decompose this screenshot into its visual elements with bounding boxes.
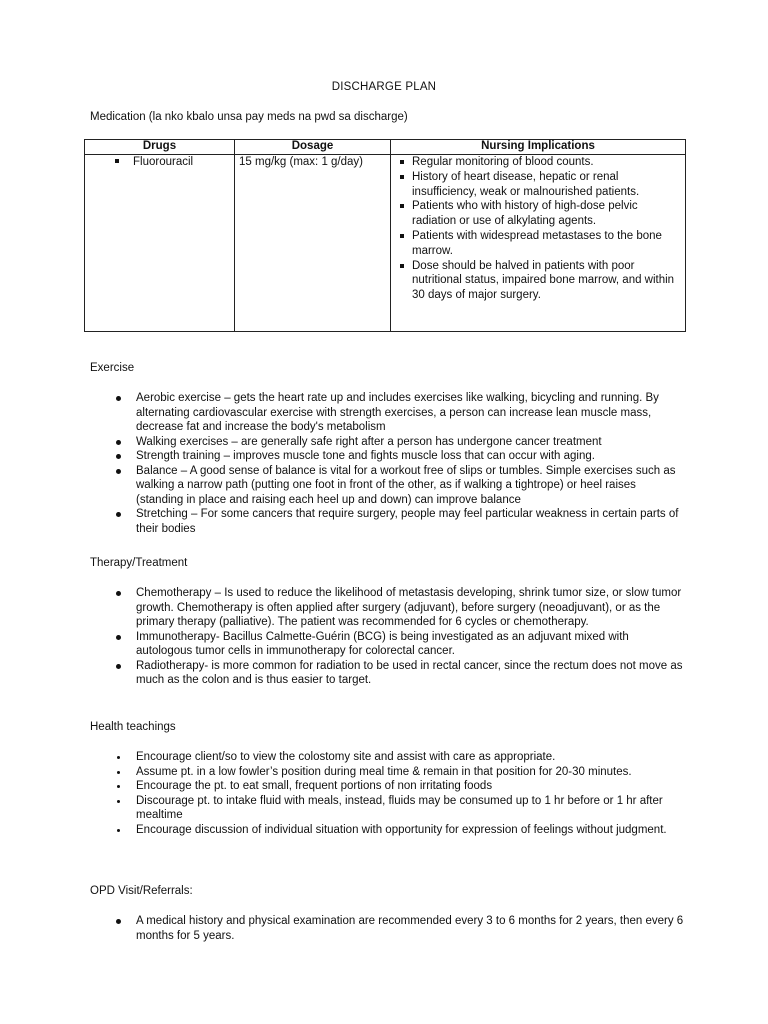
implication-text: Regular monitoring of blood counts.: [412, 156, 594, 168]
medication-table: [84, 139, 686, 332]
list-item: [0, 823, 686, 838]
square-bullet-icon: [115, 159, 119, 163]
square-bullet-icon: [400, 204, 404, 208]
health-teachings-heading: Health teachings: [90, 721, 176, 733]
list-item: [395, 259, 681, 303]
bullet-icon: [116, 396, 121, 401]
header-dosage: Dosage: [235, 140, 391, 155]
drug-cell: [85, 155, 235, 332]
opd-heading: OPD Visit/Referrals:: [90, 885, 193, 897]
implications-cell: [391, 155, 686, 332]
bullet-icon: [116, 454, 121, 459]
square-bullet-icon: [400, 160, 404, 164]
therapy-text: Immunotherapy- Bacillus Calmette-Guérin (BCG) is being investigated as an adjuvant mixed with autologous tumor cells in immunotherapy for colorectal cancer.: [136, 630, 629, 657]
list-item: [0, 449, 686, 464]
list-item: [0, 586, 686, 630]
exercise-text: Stretching – For some cancers that require surgery, people may feel particular weakness in certain parts of their bodies: [136, 508, 679, 535]
list-item: [0, 765, 686, 780]
header-nursing-implications: Nursing Implications: [391, 140, 686, 155]
list-item: [0, 391, 686, 435]
list-item: [395, 155, 681, 170]
bullet-icon: [117, 771, 120, 774]
health-teachings-list: [0, 750, 768, 837]
list-item: [0, 435, 686, 450]
opd-list: [0, 914, 768, 943]
exercise-text: Strength training – improves muscle tone and fights muscle loss that can occur with aging.: [136, 450, 595, 462]
bullet-icon: [116, 440, 121, 445]
drug-name: Fluorouracil: [133, 156, 194, 168]
square-bullet-icon: [400, 234, 404, 238]
bullet-icon: [117, 785, 120, 788]
teaching-text: Assume pt. in a low fowler’s position during meal time & remain in that position for 20-30 minutes.: [136, 765, 632, 778]
bullet-icon: [116, 664, 121, 669]
list-item: [0, 914, 686, 943]
list-item: [0, 507, 686, 536]
square-bullet-icon: [400, 264, 404, 268]
bullet-icon: [117, 800, 120, 803]
opd-text: A medical history and physical examination are recommended every 3 to 6 months for 2 years, then every 6 months for 5 years.: [136, 915, 684, 942]
page-title: DISCHARGE PLAN: [331, 81, 437, 93]
exercise-list: [0, 391, 768, 536]
list-item: [0, 659, 686, 688]
list-item: [395, 199, 681, 229]
implication-text: History of heart disease, hepatic or renal insufficiency, weak or malnourished patients.: [412, 170, 640, 198]
teaching-text: Encourage client/so to view the colostomy site and assist with care as appropriate.: [136, 751, 556, 763]
list-item: [0, 630, 686, 659]
medication-heading: Medication (la nko kbalo unsa pay meds na pwd sa discharge): [90, 111, 408, 123]
list-item: [0, 779, 686, 794]
exercise-text: Balance – A good sense of balance is vital for a workout free of slips or tumbles. Simple exercises such as walking a narrow path (putting one foot in front of the other, as if walking a tightrope) or heel raises (standing in place and raising each heel up and down) can improve balance: [136, 464, 676, 506]
exercise-heading: Exercise: [90, 362, 135, 374]
bullet-icon: [116, 591, 121, 596]
therapy-text: Radiotherapy- is more common for radiation to be used in rectal cancer, since the rectum does not move as much as the colon and is thus easier to target.: [136, 659, 683, 686]
teaching-text: Discourage pt. to intake fluid with meals, instead, fluids may be consumed up to 1 hr before or 1 hr after mealtime: [136, 794, 663, 821]
bullet-icon: [116, 469, 121, 474]
header-drugs: Drugs: [85, 140, 235, 155]
square-bullet-icon: [400, 175, 404, 179]
table-row: [85, 155, 686, 332]
list-item: [0, 794, 686, 823]
bullet-icon: [117, 756, 120, 759]
implication-text: Patients who with history of high-dose pelvic radiation or use of alkylating agents.: [412, 200, 638, 228]
table-header-row: [85, 140, 686, 155]
implication-text: Dose should be halved in patients with poor nutritional status, impaired bone marrow, and within 30 days of major surgery.: [412, 259, 675, 302]
therapy-heading: Therapy/Treatment: [90, 557, 188, 569]
dosage-cell: 15 mg/kg (max: 1 g/day): [235, 155, 391, 332]
teaching-text: Encourage discussion of individual situation with opportunity for expression of feelings without judgment.: [136, 823, 667, 836]
bullet-icon: [117, 829, 120, 832]
therapy-list: [0, 586, 768, 688]
therapy-text: Chemotherapy – Is used to reduce the likelihood of metastasis developing, shrink tumor size, or slow tumor growth. Chemotherapy is often applied after surgery (adjuvant), before surgery (neoadjuvant), or as the primary therapy (palliative). The patient was recommended for 6 cycles or chemotherapy.: [136, 587, 682, 628]
exercise-text: Aerobic exercise – gets the heart rate up and includes exercises like walking, bicycling and running. By alternating cardiovascular exercise with strength exercises, a person can increase lean muscle mass, decrease fat and increase the body's metabolism: [136, 392, 659, 433]
exercise-text: Walking exercises – are generally safe right after a person has undergone cancer treatment: [136, 435, 602, 448]
list-item: [395, 229, 681, 259]
list-item: [0, 464, 686, 508]
bullet-icon: [116, 512, 121, 517]
implications-list: [395, 155, 681, 303]
bullet-icon: [116, 635, 121, 640]
implication-text: Patients with widespread metastases to the bone marrow.: [412, 229, 662, 257]
list-item: [395, 170, 681, 200]
bullet-icon: [116, 919, 121, 924]
list-item: [0, 750, 686, 765]
teaching-text: Encourage the pt. to eat small, frequent portions of non irritating foods: [136, 780, 493, 792]
